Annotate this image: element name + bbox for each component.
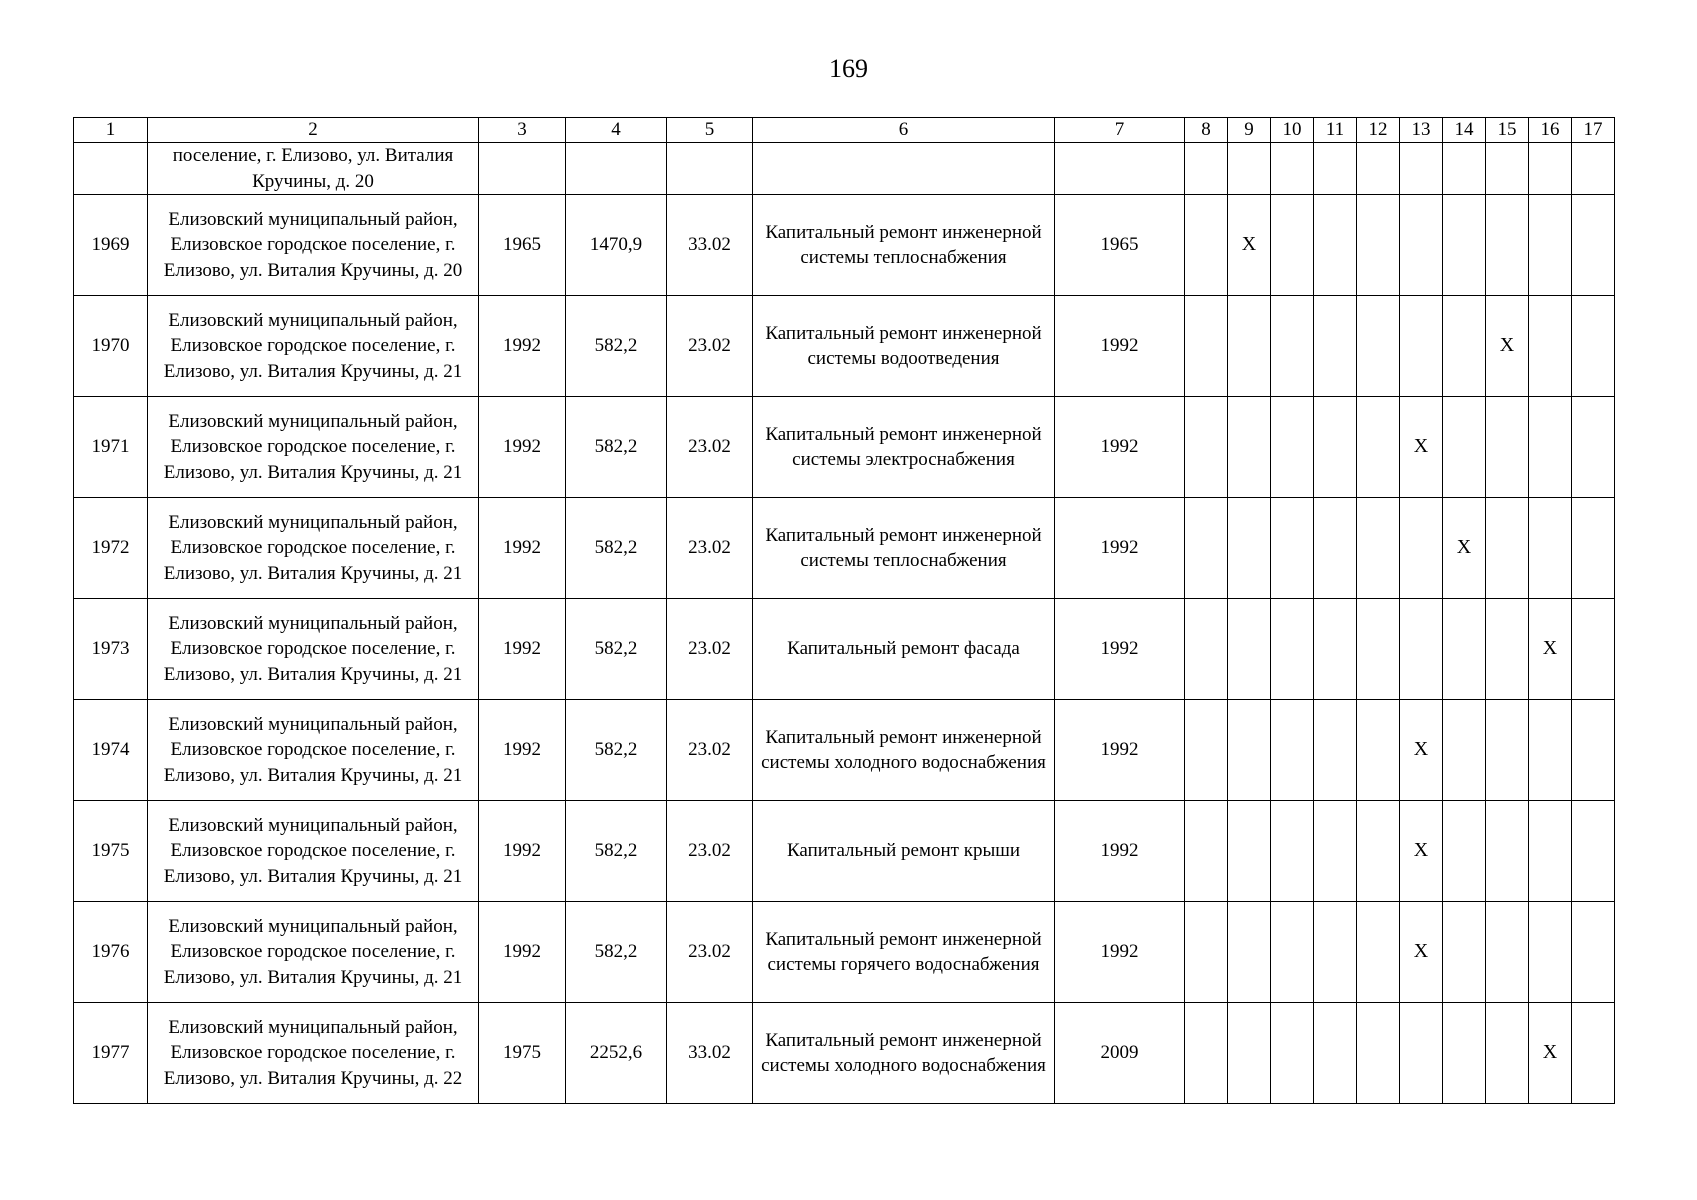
- empty-cell: [753, 143, 1055, 195]
- work-type-cell: Капитальный ремонт инженерной системы электроснабжения: [753, 397, 1055, 498]
- work-type-cell: Капитальный ремонт инженерной системы холодного водоснабжения: [753, 700, 1055, 801]
- column-header: 11: [1314, 118, 1357, 143]
- address-cell: Елизовский муниципальный район, Елизовское городское поселение, г. Елизово, ул. Виталия Кручины, д. 22: [148, 1003, 479, 1104]
- mark-cell: [1529, 801, 1572, 902]
- mark-cell: [1314, 801, 1357, 902]
- mark-cell: [1572, 498, 1615, 599]
- mark-cell: X: [1400, 902, 1443, 1003]
- table-row: [74, 1003, 1615, 1104]
- row-number-cell: 1977: [74, 1003, 148, 1104]
- mark-cell: X: [1228, 195, 1271, 296]
- mark-cell: [1357, 700, 1400, 801]
- address-cell: поселение, г. Елизово, ул. Виталия Кручины, д. 20: [148, 143, 479, 195]
- area-cell: 582,2: [566, 397, 667, 498]
- mark-cell: [1486, 498, 1529, 599]
- mark-cell: [1443, 397, 1486, 498]
- column-header: 4: [566, 118, 667, 143]
- mark-cell: [1185, 599, 1228, 700]
- mark-cell: [1572, 1003, 1615, 1104]
- row-number-cell: 1970: [74, 296, 148, 397]
- mark-cell: [1228, 143, 1271, 195]
- area-cell: 582,2: [566, 902, 667, 1003]
- area-cell: 2252,6: [566, 1003, 667, 1104]
- column-header: 17: [1572, 118, 1615, 143]
- mark-cell: [1271, 599, 1314, 700]
- mark-cell: [1572, 599, 1615, 700]
- area-cell: 582,2: [566, 498, 667, 599]
- mark-cell: [1228, 397, 1271, 498]
- row-number-cell: 1971: [74, 397, 148, 498]
- column-header: 10: [1271, 118, 1314, 143]
- empty-cell: [667, 143, 753, 195]
- year-built-cell: 1992: [479, 397, 566, 498]
- area-cell: 582,2: [566, 296, 667, 397]
- empty-cell: [566, 143, 667, 195]
- mark-cell: [1271, 801, 1314, 902]
- mark-cell: [1357, 143, 1400, 195]
- mark-cell: [1228, 599, 1271, 700]
- address-cell: Елизовский муниципальный район, Елизовское городское поселение, г. Елизово, ул. Виталия Кручины, д. 20: [148, 195, 479, 296]
- row-number-cell: 1969: [74, 195, 148, 296]
- year-cell: 1992: [1055, 498, 1185, 599]
- area-cell: 582,2: [566, 801, 667, 902]
- empty-cell: [1055, 143, 1185, 195]
- continuation-row: [74, 143, 1615, 195]
- year-cell: 1992: [1055, 296, 1185, 397]
- code-cell: 23.02: [667, 599, 753, 700]
- mark-cell: [1314, 143, 1357, 195]
- mark-cell: [1185, 296, 1228, 397]
- column-header: 16: [1529, 118, 1572, 143]
- table-row: [74, 498, 1615, 599]
- work-type-cell: Капитальный ремонт инженерной системы теплоснабжения: [753, 195, 1055, 296]
- mark-cell: [1185, 143, 1228, 195]
- mark-cell: [1314, 700, 1357, 801]
- year-built-cell: 1965: [479, 195, 566, 296]
- empty-cell: [479, 143, 566, 195]
- row-number-cell: 1973: [74, 599, 148, 700]
- mark-cell: [1185, 498, 1228, 599]
- mark-cell: [1357, 1003, 1400, 1104]
- address-cell: Елизовский муниципальный район, Елизовское городское поселение, г. Елизово, ул. Виталия Кручины, д. 21: [148, 397, 479, 498]
- address-cell: Елизовский муниципальный район, Елизовское городское поселение, г. Елизово, ул. Виталия Кручины, д. 21: [148, 902, 479, 1003]
- mark-cell: [1314, 397, 1357, 498]
- column-header: 15: [1486, 118, 1529, 143]
- year-cell: 1992: [1055, 902, 1185, 1003]
- mark-cell: [1529, 700, 1572, 801]
- row-number-cell: 1975: [74, 801, 148, 902]
- mark-cell: [1443, 296, 1486, 397]
- mark-cell: [1228, 1003, 1271, 1104]
- mark-cell: [1314, 902, 1357, 1003]
- mark-cell: [1185, 195, 1228, 296]
- code-cell: 33.02: [667, 195, 753, 296]
- row-number-cell: [74, 143, 148, 195]
- mark-cell: [1486, 143, 1529, 195]
- mark-cell: [1271, 296, 1314, 397]
- year-cell: 1992: [1055, 397, 1185, 498]
- work-type-cell: Капитальный ремонт крыши: [753, 801, 1055, 902]
- year-built-cell: 1992: [479, 700, 566, 801]
- mark-cell: X: [1529, 1003, 1572, 1104]
- mark-cell: [1185, 902, 1228, 1003]
- address-cell: Елизовский муниципальный район, Елизовское городское поселение, г. Елизово, ул. Виталия Кручины, д. 21: [148, 296, 479, 397]
- mark-cell: [1357, 801, 1400, 902]
- table-row: [74, 801, 1615, 902]
- mark-cell: X: [1400, 700, 1443, 801]
- mark-cell: X: [1486, 296, 1529, 397]
- mark-cell: [1400, 498, 1443, 599]
- year-cell: 1992: [1055, 599, 1185, 700]
- mark-cell: [1529, 296, 1572, 397]
- mark-cell: [1572, 397, 1615, 498]
- mark-cell: [1185, 1003, 1228, 1104]
- year-cell: 1992: [1055, 801, 1185, 902]
- table-row: [74, 700, 1615, 801]
- mark-cell: [1314, 195, 1357, 296]
- mark-cell: [1486, 700, 1529, 801]
- column-header: 1: [74, 118, 148, 143]
- mark-cell: [1357, 498, 1400, 599]
- mark-cell: X: [1529, 599, 1572, 700]
- mark-cell: [1529, 498, 1572, 599]
- mark-cell: [1271, 902, 1314, 1003]
- table-row: [74, 195, 1615, 296]
- mark-cell: [1486, 397, 1529, 498]
- mark-cell: [1572, 195, 1615, 296]
- mark-cell: [1271, 498, 1314, 599]
- code-cell: 23.02: [667, 801, 753, 902]
- year-built-cell: 1992: [479, 296, 566, 397]
- year-cell: 1992: [1055, 700, 1185, 801]
- year-cell: 2009: [1055, 1003, 1185, 1104]
- mark-cell: [1443, 700, 1486, 801]
- mark-cell: [1314, 296, 1357, 397]
- mark-cell: [1185, 801, 1228, 902]
- table-row: [74, 296, 1615, 397]
- column-header: 6: [753, 118, 1055, 143]
- column-header: 14: [1443, 118, 1486, 143]
- mark-cell: [1357, 599, 1400, 700]
- code-cell: 33.02: [667, 1003, 753, 1104]
- mark-cell: [1271, 143, 1314, 195]
- mark-cell: X: [1400, 801, 1443, 902]
- mark-cell: X: [1400, 397, 1443, 498]
- column-header: 9: [1228, 118, 1271, 143]
- year-cell: 1965: [1055, 195, 1185, 296]
- mark-cell: [1228, 498, 1271, 599]
- mark-cell: [1314, 498, 1357, 599]
- mark-cell: [1572, 801, 1615, 902]
- area-cell: 582,2: [566, 700, 667, 801]
- area-cell: 582,2: [566, 599, 667, 700]
- address-cell: Елизовский муниципальный район, Елизовское городское поселение, г. Елизово, ул. Виталия Кручины, д. 21: [148, 498, 479, 599]
- work-type-cell: Капитальный ремонт фасада: [753, 599, 1055, 700]
- mark-cell: [1314, 599, 1357, 700]
- code-cell: 23.02: [667, 498, 753, 599]
- work-type-cell: Капитальный ремонт инженерной системы водоотведения: [753, 296, 1055, 397]
- address-cell: Елизовский муниципальный район, Елизовское городское поселение, г. Елизово, ул. Виталия Кручины, д. 21: [148, 801, 479, 902]
- mark-cell: [1185, 397, 1228, 498]
- year-built-cell: 1992: [479, 498, 566, 599]
- mark-cell: [1572, 700, 1615, 801]
- mark-cell: [1529, 195, 1572, 296]
- mark-cell: [1443, 801, 1486, 902]
- table-row: [74, 599, 1615, 700]
- mark-cell: [1357, 296, 1400, 397]
- year-built-cell: 1992: [479, 801, 566, 902]
- mark-cell: [1400, 296, 1443, 397]
- row-number-cell: 1974: [74, 700, 148, 801]
- code-cell: 23.02: [667, 397, 753, 498]
- row-number-cell: 1972: [74, 498, 148, 599]
- mark-cell: [1400, 195, 1443, 296]
- row-number-cell: 1976: [74, 902, 148, 1003]
- mark-cell: [1572, 902, 1615, 1003]
- mark-cell: [1400, 1003, 1443, 1104]
- column-number-row: [74, 118, 1615, 143]
- mark-cell: [1357, 397, 1400, 498]
- column-header: 3: [479, 118, 566, 143]
- code-cell: 23.02: [667, 296, 753, 397]
- column-header: 12: [1357, 118, 1400, 143]
- mark-cell: [1443, 599, 1486, 700]
- address-cell: Елизовский муниципальный район, Елизовское городское поселение, г. Елизово, ул. Виталия Кручины, д. 21: [148, 599, 479, 700]
- mark-cell: [1529, 397, 1572, 498]
- address-cell: Елизовский муниципальный район, Елизовское городское поселение, г. Елизово, ул. Виталия Кручины, д. 21: [148, 700, 479, 801]
- table-row: [74, 902, 1615, 1003]
- code-cell: 23.02: [667, 700, 753, 801]
- table-row: [74, 397, 1615, 498]
- mark-cell: [1228, 902, 1271, 1003]
- column-header: 13: [1400, 118, 1443, 143]
- area-cell: 1470,9: [566, 195, 667, 296]
- mark-cell: [1486, 195, 1529, 296]
- repair-plan-table: [73, 117, 1615, 1104]
- mark-cell: [1486, 1003, 1529, 1104]
- column-header: 7: [1055, 118, 1185, 143]
- mark-cell: [1443, 902, 1486, 1003]
- mark-cell: [1271, 1003, 1314, 1104]
- mark-cell: [1357, 195, 1400, 296]
- mark-cell: [1443, 1003, 1486, 1104]
- mark-cell: [1572, 296, 1615, 397]
- column-header: 8: [1185, 118, 1228, 143]
- mark-cell: [1529, 902, 1572, 1003]
- mark-cell: [1357, 902, 1400, 1003]
- code-cell: 23.02: [667, 902, 753, 1003]
- mark-cell: X: [1443, 498, 1486, 599]
- mark-cell: [1228, 700, 1271, 801]
- mark-cell: [1185, 700, 1228, 801]
- page-number: 169: [829, 54, 868, 83]
- mark-cell: [1486, 599, 1529, 700]
- mark-cell: [1271, 397, 1314, 498]
- year-built-cell: 1992: [479, 902, 566, 1003]
- mark-cell: [1228, 296, 1271, 397]
- work-type-cell: Капитальный ремонт инженерной системы холодного водоснабжения: [753, 1003, 1055, 1104]
- mark-cell: [1529, 143, 1572, 195]
- mark-cell: [1572, 143, 1615, 195]
- mark-cell: [1486, 801, 1529, 902]
- mark-cell: [1228, 801, 1271, 902]
- mark-cell: [1443, 143, 1486, 195]
- mark-cell: [1271, 195, 1314, 296]
- mark-cell: [1400, 599, 1443, 700]
- mark-cell: [1314, 1003, 1357, 1104]
- work-type-cell: Капитальный ремонт инженерной системы горячего водоснабжения: [753, 902, 1055, 1003]
- mark-cell: [1443, 195, 1486, 296]
- column-header: 5: [667, 118, 753, 143]
- column-header: 2: [148, 118, 479, 143]
- mark-cell: [1400, 143, 1443, 195]
- year-built-cell: 1992: [479, 599, 566, 700]
- mark-cell: [1271, 700, 1314, 801]
- work-type-cell: Капитальный ремонт инженерной системы теплоснабжения: [753, 498, 1055, 599]
- year-built-cell: 1975: [479, 1003, 566, 1104]
- mark-cell: [1486, 902, 1529, 1003]
